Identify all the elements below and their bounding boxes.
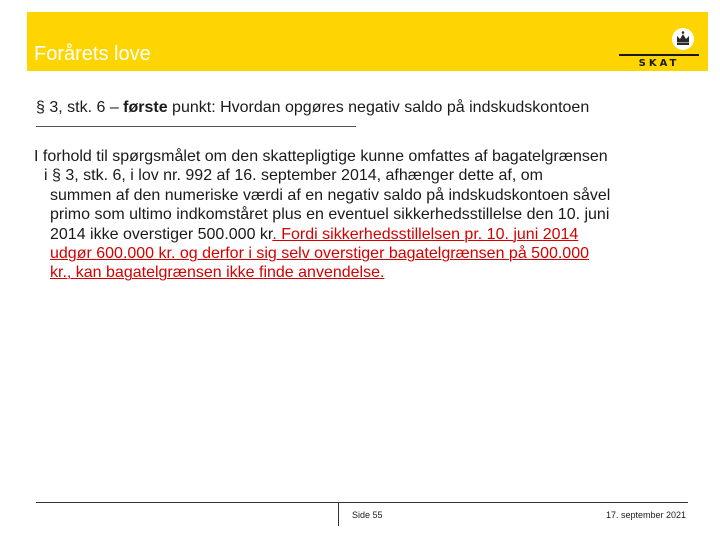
section-subtitle xyxy=(36,98,589,118)
highlighted-text: udgør 600.000 kr. og derfor i sig selv overstiger bagatelgrænsen på 500.000 xyxy=(50,245,589,263)
footer-divider xyxy=(338,502,339,526)
body-line-3: summen af den numeriske værdi af en negativ saldo på indskudskontoen såvel xyxy=(50,186,611,204)
header-bar xyxy=(27,12,708,71)
footer-rule xyxy=(36,502,688,503)
body-line-5 xyxy=(34,225,694,244)
svg-text:SKAT: SKAT xyxy=(638,58,680,66)
subtitle-underline xyxy=(36,126,356,127)
subtitle-suffix: punkt: Hvordan opgøres negativ saldo på indskudskontoen xyxy=(167,99,590,116)
body-line-6 xyxy=(34,244,694,263)
highlighted-text-end: kr., kan bagatelgrænsen ikke finde anvendelse. xyxy=(50,264,385,282)
body-line-1: I forhold til spørgsmålet om den skattepligtige kunne omfattes af bagatelgrænsen xyxy=(34,148,608,165)
body-line-7 xyxy=(34,263,694,282)
subtitle-prefix: § 3, stk. 6 – xyxy=(36,99,124,116)
highlighted-text-start: . Fordi sikkerhedsstillelsen pr. 10. juni 2014 xyxy=(272,225,579,243)
skat-logo xyxy=(617,20,701,66)
body-line-5-plain: 2014 ikke overstiger 500.000 kr xyxy=(50,225,273,243)
body-paragraph xyxy=(34,147,694,283)
subtitle-bold: første xyxy=(123,99,168,116)
slide-title: Forårets love xyxy=(34,43,151,65)
body-line-2: i § 3, stk. 6, i lov nr. 992 af 16. september 2014, afhænger dette af, om xyxy=(44,167,543,185)
body-line-4: primo som ultimo indkomståret plus en eventuel sikkerhedsstillelse den 10. juni xyxy=(50,206,610,224)
page-number: Side 55 xyxy=(352,510,383,520)
skat-wordmark xyxy=(619,54,699,66)
footer-date: 17. september 2021 xyxy=(605,510,686,520)
